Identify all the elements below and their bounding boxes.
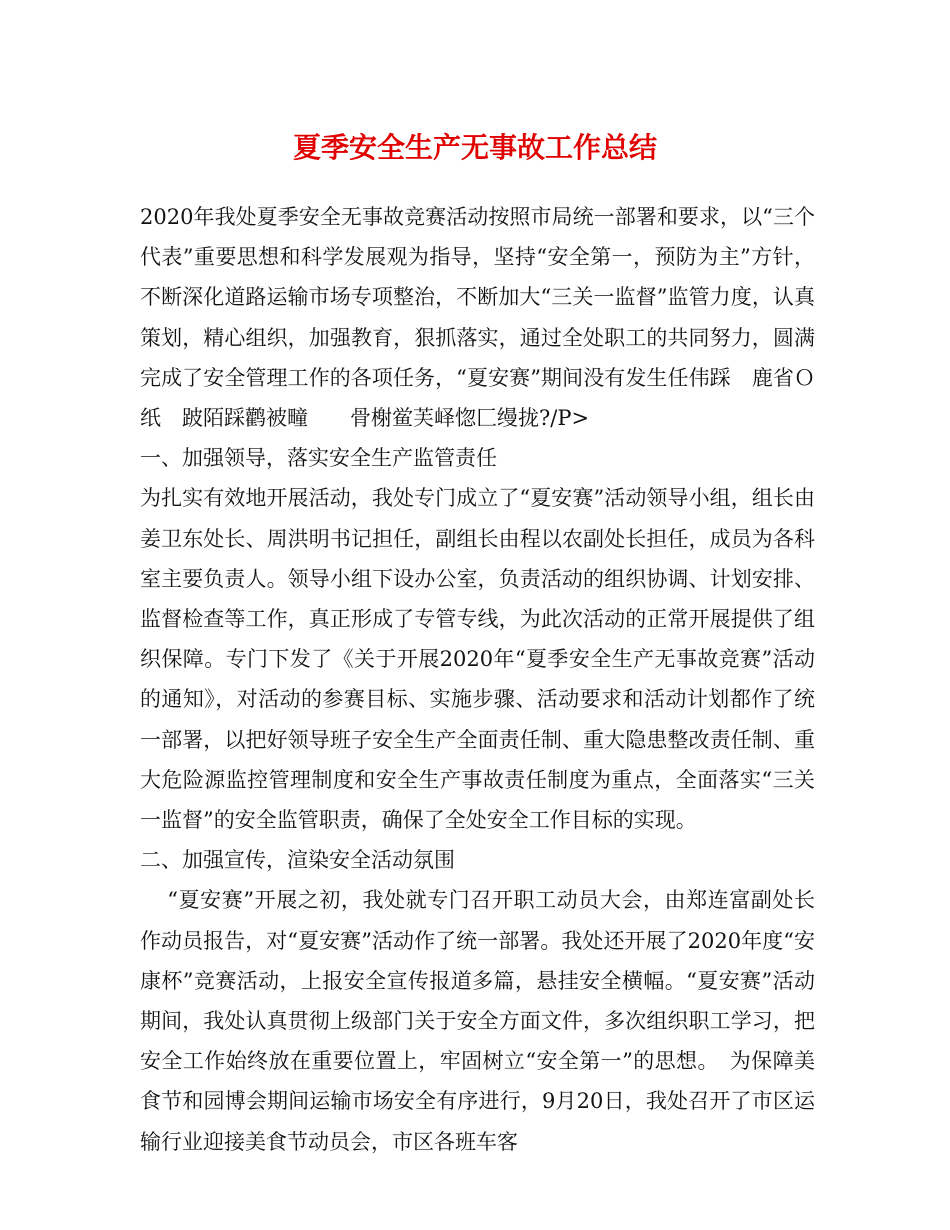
document-body xyxy=(140,197,815,1162)
document-title: 夏季安全生产无事故工作总结 xyxy=(292,131,657,164)
section-1-paragraph: 为扎实有效地开展活动，我处专门成立了“夏安赛”活动领导小组，组长由姜卫东处长、周洪明书记担任，副组长由程以农副处长担任，成员为各科室主要负责人。领导小组下设办公室，负责活动的组织协调、计划安排、监督检查等工作，真正形成了专管专线，为此次活动的正常开展提供了组织保障。专门下发了《关于开展2020年“夏季安全生产无事故竞赛”活动的通知》，对活动的参赛目标、实施步骤、活动要求和活动计划都作了统一部署，以把好领导班子安全生产全面责任制、重大隐患整改责任制、重大危险源监控管理制度和安全生产事故责任制度为重点，全面落实“三关一监督”的安全监管职责，确保了全处安全工作目标的实现。 xyxy=(140,486,815,833)
section-2-paragraph: “夏安赛”开展之初，我处就专门召开职工动员大会，由郑连富副处长作动员报告，对“夏安赛”活动作了统一部署。我处还开展了2020年度“安康杯”竞赛活动，上报安全宣传报道多篇，悬挂安全横幅。“夏安赛”活动期间，我处认真贯彻上级部门关于安全方面文件，多次组织职工学习，把安全工作始终放在重要位置上，牢固树立“安全第一”的思想。 为保障美食节和园博会期间运输市场安全有序进行，9月20日，我处召开了市区运输行业迎接美食节动员会，市区各班车客 xyxy=(140,888,815,1154)
intro-paragraph: 2020年我处夏季安全无事故竞赛活动按照市局统一部署和要求，以“三个代表”重要思想和科学发展观为指导，坚持“安全第一，预防为主”方针，不断深化道路运输市场专项整治，不断加大“三关一监督”监管力度，认真策划，精心组织，加强教育，狠抓落实，通过全处职工的共同努力，圆满完成了安全管理工作的各项任务，“夏安赛”期间没有发生任伟踩 鹿省Ｏ纸 跛陌踩鹳被疃 骨榭鲎芙峄惚匚缦拢?/P> xyxy=(140,205,815,431)
section-2-heading: 二、加强宣传，渲染安全活动氛围 xyxy=(140,848,455,873)
section-1-heading: 一、加强领导，落实安全生产监管责任 xyxy=(140,446,497,471)
